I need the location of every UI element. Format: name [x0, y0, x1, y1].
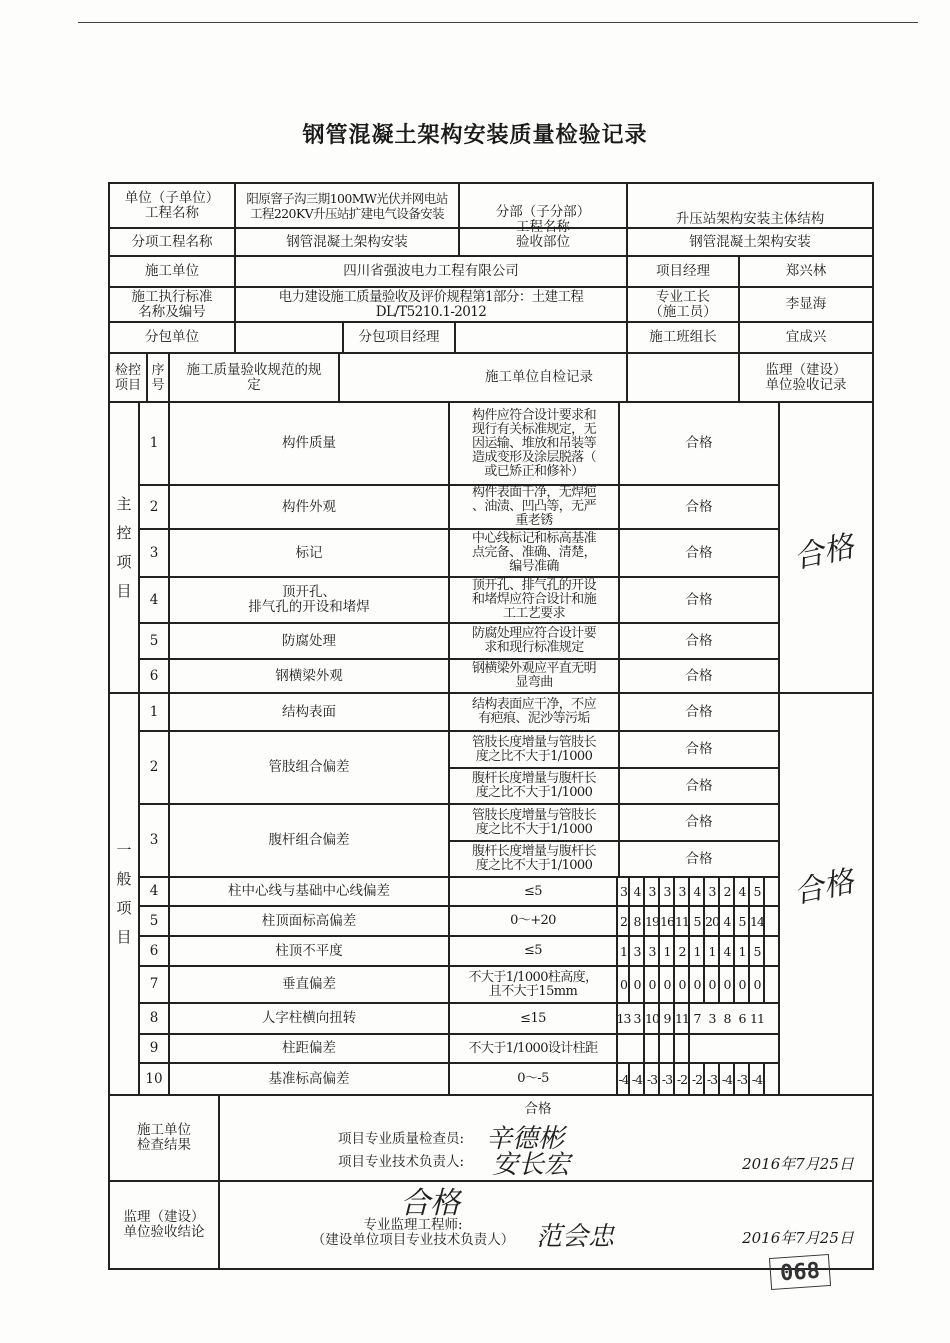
measure-value-cell: 4: [723, 913, 731, 929]
general-item-name: 结构表面: [282, 703, 336, 720]
qc-inspector-label: 项目专业质量检查员:: [338, 1130, 465, 1147]
main-item-result: 合格: [685, 435, 713, 451]
main-item-no: 4: [149, 591, 159, 608]
measure-value-cell: -3: [736, 1071, 748, 1087]
measure-value-cell: 3: [708, 884, 716, 899]
unit-name-label: 单位（子单位） 工程名称: [124, 189, 220, 221]
foreman-label: 专业工长 （施工员）: [649, 288, 717, 320]
main-item-result: 合格: [685, 498, 713, 515]
general-item-result: 合格: [685, 703, 713, 720]
measure-value-cell: 10: [645, 1011, 659, 1026]
measure-item-name: 垂直偏差: [282, 976, 336, 992]
measure-value-cell: 2: [678, 943, 686, 959]
supervisor-general-handwritten-result: 合格: [790, 864, 857, 911]
document-title: 钢管混凝土架构安装质量检验记录: [302, 123, 648, 148]
measure-value-cell: 0: [620, 977, 627, 992]
measure-value-cell: 1: [693, 943, 701, 959]
team-leader-label: 施工班组长: [649, 329, 717, 345]
item-name-value: 钢管混凝土架构安装: [286, 233, 408, 250]
measure-value-cell: 3: [708, 1011, 716, 1026]
main-item-result: 合格: [685, 632, 713, 649]
item-name-label: 分项工程名称: [131, 233, 213, 250]
measure-item-no: 6: [149, 942, 159, 959]
measure-item-requirement: ≤5: [524, 943, 542, 958]
measure-value-cell: 6: [738, 1011, 746, 1026]
measure-value-cell: 0: [708, 977, 716, 992]
measure-value-cell: 13: [616, 1011, 631, 1026]
col-self-check-header: 施工单位自检记录: [485, 369, 593, 385]
measure-value-cell: 11: [675, 1011, 689, 1026]
measure-value-cell: 5: [693, 913, 701, 929]
col-line: [218, 1094, 220, 1268]
accept-part-value: 钢管混凝土架构安装: [689, 233, 811, 250]
measure-item-name: 柱顶面标高偏差: [261, 912, 357, 929]
subcontractor-label: 分包单位: [145, 329, 199, 345]
main-item-name: 防腐处理: [282, 632, 336, 649]
main-item-requirement: 构件表面干净，无焊疤 、油渍、凹凸等，无严 重老锈: [471, 486, 596, 528]
accept-part-label: 验收部位: [516, 233, 570, 250]
measure-value-cell: 3: [633, 943, 641, 959]
main-item-name: 顶开孔、 排气孔的开设和堵焊: [248, 584, 370, 615]
measure-value-cell: -2: [676, 1071, 688, 1087]
main-item-requirement: 构件应符合设计要求和 现行有关标准规定，无 因运输、堆放和吊装等 造成变形及涂层脱落（ 或已矫正和修补）: [471, 407, 596, 479]
measure-value-cell: 4: [633, 884, 641, 899]
measure-item-requirement: 0～+20: [510, 913, 556, 928]
supervisor-handwritten-mark: 合格: [400, 1186, 460, 1221]
measure-item-no: 4: [149, 883, 159, 899]
builder-label: 施工单位: [145, 263, 199, 279]
measure-value-cell: 1: [620, 943, 627, 959]
measure-value-cell: 0: [693, 977, 701, 992]
col-no-header: 序 号: [151, 362, 165, 393]
measure-item-name: 柱中心线与基础中心线偏差: [228, 883, 390, 899]
measure-item-requirement: 不大于1/1000柱高度， 且不大于15mm: [468, 969, 598, 999]
measure-value-cell: -4: [631, 1071, 643, 1087]
general-item-result: 合格: [685, 850, 713, 867]
col-supervisor-header: 监理（建设） 单位验收记录: [765, 361, 847, 393]
col-spec-header: 施工质量验收规范的规 定: [186, 361, 322, 393]
general-group-label: 一 般 项 目: [116, 841, 132, 946]
measure-value-cell: 11: [675, 913, 689, 929]
supervisor-engineer-signature: 范会忠: [536, 1222, 615, 1252]
measure-value-cell: 0: [738, 977, 746, 992]
measure-value-cell: -3: [646, 1071, 658, 1087]
general-item-no: 1: [149, 703, 159, 720]
measure-value-cell: 1: [708, 943, 716, 959]
measure-value-cell: 1: [663, 943, 671, 959]
main-item-no: 2: [149, 498, 159, 515]
row-line: [108, 1094, 874, 1096]
inspection-form-table: [108, 182, 874, 1270]
measure-value-cell: -4: [751, 1071, 763, 1087]
general-item-requirement: 管肢长度增量与管肢长 度之比不大于1/1000: [471, 807, 596, 837]
supervisor-main-handwritten-result: 合格: [790, 529, 857, 576]
general-item-requirement: 腹杆长度增量与腹杆长 度之比不大于1/1000: [471, 771, 596, 800]
subcontractor-pm-label: 分包项目经理: [358, 329, 440, 345]
measure-item-name: 基准标高偏差: [268, 1070, 350, 1087]
measure-value-cell: 8: [633, 913, 641, 929]
main-item-no: 1: [149, 435, 159, 451]
measure-value-cell: -4: [721, 1071, 733, 1087]
measure-value-cell: -3: [706, 1071, 718, 1087]
pm-value: 郑兴林: [785, 263, 827, 279]
measure-value-cell: 2: [620, 913, 627, 929]
border-right: [872, 182, 874, 1270]
measure-value-cell: 5: [753, 943, 761, 959]
tech-lead-signature: 安长宏: [492, 1150, 571, 1180]
main-item-name: 构件外观: [282, 498, 336, 515]
main-item-requirement: 顶开孔、排气孔的开设 和堵焊应符合设计和施 工工艺要求: [471, 578, 596, 621]
measure-value-cell: 0: [663, 977, 671, 992]
general-item-requirement: 管肢长度增量与管肢长 度之比不大于1/1000: [471, 734, 596, 764]
sub-project-value: 升压站架构安装主体结构: [675, 211, 825, 227]
measure-value-cell: 3: [633, 1011, 641, 1026]
measure-value-cell: 11: [750, 1011, 764, 1026]
general-item-requirement: 腹杆长度增量与腹杆长 度之比不大于1/1000: [471, 844, 596, 873]
measure-value-cell: 2: [723, 884, 731, 899]
main-item-result: 合格: [685, 667, 713, 684]
measure-value-cell: 3: [648, 943, 656, 959]
measure-value-cell: 1: [738, 943, 746, 959]
builder-value: 四川省强波电力工程有限公司: [343, 263, 519, 279]
foreman-value: 李显海: [785, 296, 827, 312]
measure-item-requirement: ≤5: [524, 883, 542, 899]
measure-item-name: 柱顶不平度: [275, 942, 343, 959]
general-item-requirement: 结构表面应干净，不应 有疤痕、泥沙等污垢: [471, 697, 596, 726]
measure-item-no: 9: [149, 1040, 159, 1056]
general-item-result: 合格: [685, 814, 713, 830]
main-item-requirement: 钢横梁外观应平直无明 显弯曲: [471, 661, 596, 690]
main-item-name: 钢横梁外观: [275, 667, 343, 684]
sub-project-label: 分部（子分部） 工程名称: [495, 203, 591, 235]
measure-value-cell: 4: [693, 884, 701, 899]
supervisor-engineer-label: 专业监理工程师: （建设单位项目专业技术负责人）: [311, 1217, 515, 1248]
border-bottom: [108, 1268, 874, 1270]
standard-label: 施工执行标准 名称及编号: [131, 288, 213, 320]
measure-value-cell: 16: [660, 913, 674, 929]
team-leader-value: 宜成兴: [785, 329, 827, 345]
main-item-no: 6: [149, 667, 159, 684]
measure-value-cell: 5: [738, 913, 746, 929]
measure-value-cell: 3: [648, 884, 656, 899]
pm-label: 项目经理: [656, 263, 710, 279]
general-item-result: 合格: [685, 777, 713, 794]
general-item-result: 合格: [685, 741, 713, 757]
measure-value-cell: 19: [645, 913, 659, 929]
main-item-result: 合格: [685, 544, 713, 561]
col-line: [454, 321, 456, 352]
measure-value-cell: 20: [705, 913, 719, 929]
measure-item-name: 柱距偏差: [282, 1040, 336, 1056]
measure-value-cell: 7: [693, 1011, 701, 1026]
measure-value-cell: 0: [633, 977, 641, 992]
measure-item-no: 8: [149, 1010, 159, 1026]
standard-value: 电力建设施工质量验收及评价规程第1部分：土建工程 DL/T5210.1-2012: [278, 288, 584, 320]
construction-check-result: 合格: [524, 1100, 552, 1117]
qc-inspector-signature: 辛德彬: [486, 1124, 565, 1154]
top-edge-line: [78, 22, 918, 23]
main-item-requirement: 防腐处理应符合设计要 求和现行标准规定: [471, 626, 596, 655]
measure-value-cell: 0: [753, 977, 761, 992]
construction-check-label: 施工单位 检查结果: [137, 1122, 191, 1153]
measure-value-cell: 5: [753, 884, 761, 899]
measure-value-cell: 4: [738, 884, 746, 899]
main-item-name: 构件质量: [282, 435, 336, 451]
main-item-result: 合格: [685, 591, 713, 608]
measure-value-cell: 4: [723, 943, 731, 959]
measure-value-cell: -3: [661, 1071, 673, 1087]
measure-value-cell: 3: [678, 884, 686, 899]
main-item-requirement: 中心线标记和标高基准 点完备、准确、清楚， 编号准确: [471, 531, 596, 574]
measure-item-requirement: ≤15: [520, 1010, 546, 1026]
measure-value-cell: 9: [663, 1011, 671, 1026]
measure-value-cell: 3: [620, 884, 627, 899]
measure-item-name: 人字柱横向扭转: [261, 1010, 357, 1026]
main-item-name: 标记: [295, 544, 323, 561]
measure-item-requirement: 不大于1/1000设计柱距: [468, 1040, 598, 1056]
col-line: [778, 401, 780, 1094]
row-line: [108, 1180, 874, 1182]
measure-item-no: 10: [145, 1070, 163, 1087]
general-item-no: 3: [149, 832, 159, 848]
measure-value-cell: -4: [618, 1071, 629, 1087]
page-number-stamp: 068: [769, 1254, 831, 1290]
general-item-no: 2: [149, 759, 159, 775]
general-item-name: 管肢组合偏差: [268, 759, 350, 775]
measure-value-cell: 0: [678, 977, 686, 992]
general-item-name: 腹杆组合偏差: [268, 832, 350, 848]
tech-lead-label: 项目专业技术负责人:: [338, 1153, 465, 1170]
main-control-group-label: 主 控 项 目: [116, 494, 132, 600]
measure-item-requirement: 0～-5: [517, 1071, 549, 1086]
measure-value-cell: 3: [663, 884, 671, 899]
construction-check-date: 2016年7月25日: [742, 1154, 854, 1173]
col-check-header: 检控 项目: [114, 362, 141, 393]
measure-value-cell: 14: [750, 913, 764, 929]
measure-value-cell: 0: [723, 977, 731, 992]
unit-name-value: 阳原窨子沟三期100MW光伏并网电站 工程220KV升压站扩建电气设备安装: [246, 190, 448, 221]
main-item-no: 5: [149, 632, 159, 649]
measure-item-no: 7: [149, 976, 159, 992]
supervisor-conclusion-date: 2016年7月25日: [742, 1228, 854, 1247]
main-item-no: 3: [149, 544, 159, 561]
supervisor-conclusion-label: 监理（建设） 单位验收结论: [123, 1209, 205, 1240]
measure-value-cell: 0: [648, 977, 656, 992]
measure-item-no: 5: [149, 912, 159, 929]
measure-value-cell: 8: [723, 1011, 731, 1026]
measure-value-cell: -2: [691, 1071, 703, 1087]
